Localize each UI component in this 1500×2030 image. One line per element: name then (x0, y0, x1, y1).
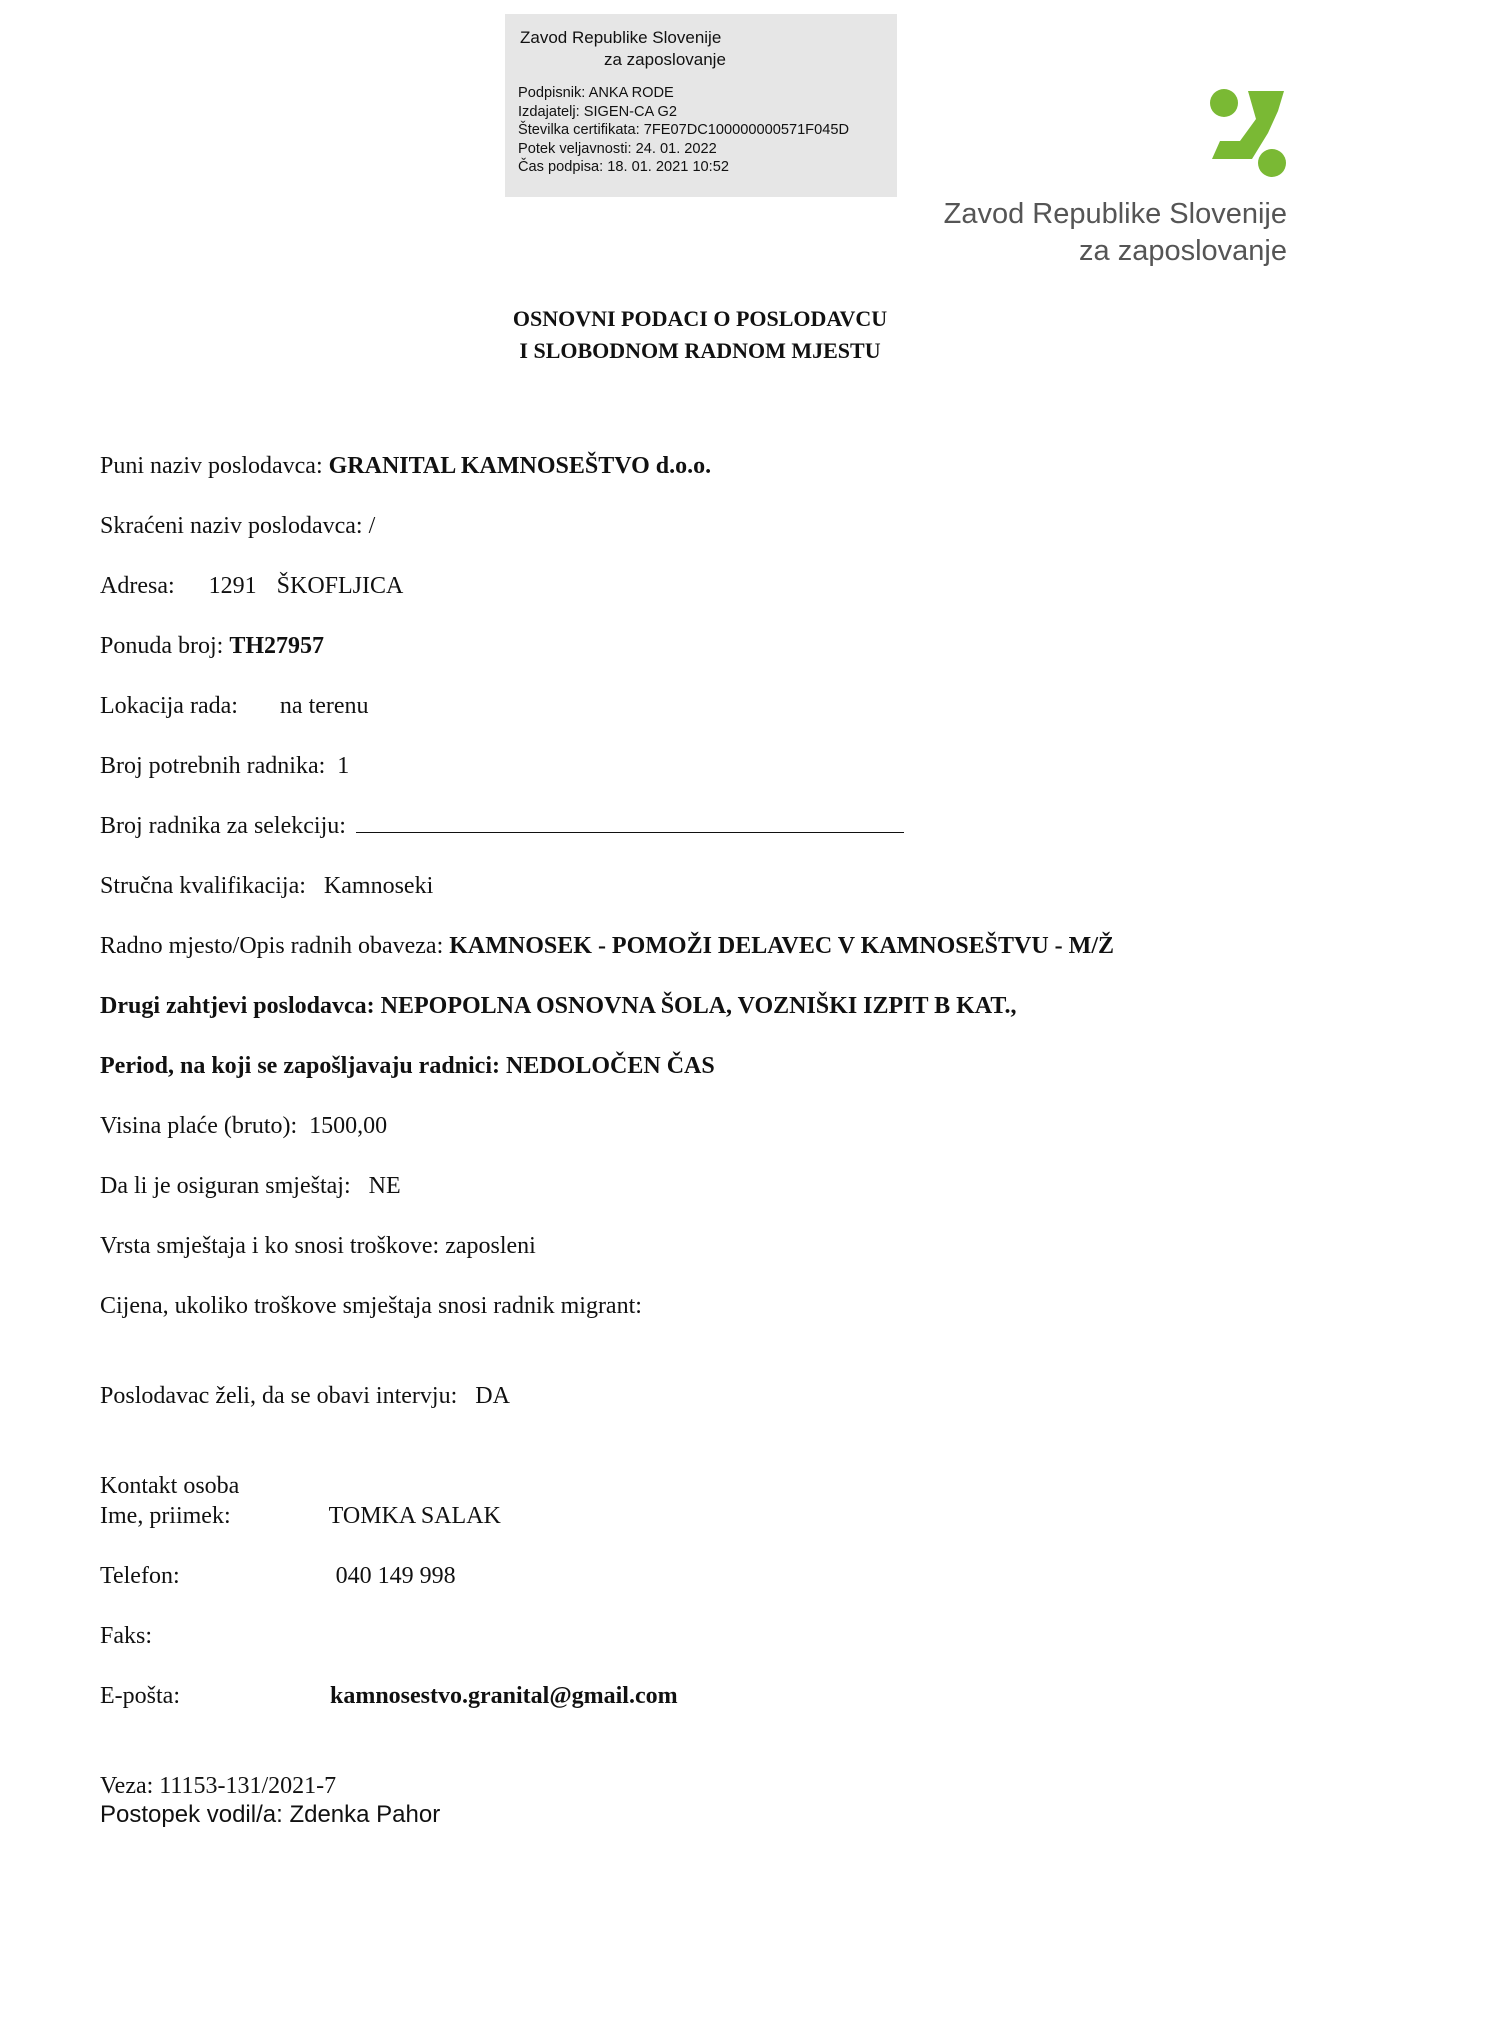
signature-details (518, 84, 849, 177)
title-line1: OSNOVNI PODACI O POSLODAVCU (512, 306, 888, 331)
accommodation-label: Da li je osiguran smještaj: (100, 1173, 351, 1199)
address-city: ŠKOFLJICA (276, 573, 404, 599)
price-label: Cijena, ukoliko troškove smještaja snosi radnik migrant: (100, 1293, 642, 1319)
signature-signer: Podpisnik: ANKA RODE (518, 85, 674, 101)
accommodation-price-row (100, 1293, 642, 1320)
signature-org-line1: Zavod Republike Slovenije (520, 28, 722, 47)
employer-short-value: / (368, 513, 376, 539)
interview-label: Poslodavac želi, da se obavi intervju: (100, 1383, 458, 1409)
contact-name-row (100, 1503, 501, 1530)
logo-line2: za zaposlovanje (1079, 235, 1287, 267)
zrss-logo-icon (1210, 89, 1286, 179)
signature-time: Čas podpisa: 18. 01. 2021 10:52 (518, 159, 729, 175)
salary-value: 1500,00 (309, 1113, 388, 1139)
employer-full-value: GRANITAL KAMNOSEŠTVO d.o.o. (328, 453, 712, 479)
position-label: Radno mjesto/Opis radnih obaveza: (100, 933, 444, 959)
address-row (100, 573, 403, 600)
salary-row (100, 1113, 387, 1140)
signature-expiry: Potek veljavnosti: 24. 01. 2022 (518, 140, 717, 157)
qualification-label: Stručna kvalifikacija: (100, 873, 306, 899)
contact-fax-row (100, 1623, 152, 1650)
selection-label: Broj radnika za selekciju: (100, 813, 346, 839)
workers-needed-label: Broj potrebnih radnika: (100, 753, 326, 779)
contact-phone-label: Telefon: (100, 1563, 180, 1589)
contact-phone-row (100, 1563, 456, 1590)
accommodation-type-value: zaposleni (445, 1233, 536, 1259)
contact-phone-value: 040 149 998 (335, 1563, 456, 1589)
position-row (100, 933, 1114, 960)
period-label: Period, na koji se zapošljavaju radnici: (100, 1053, 500, 1079)
document-title (300, 303, 1100, 367)
workers-needed-row (100, 753, 349, 780)
accommodation-type-label: Vrsta smještaja i ko snosi troškove: (100, 1233, 440, 1259)
selection-workers-row (100, 813, 904, 840)
contact-name-label: Ime, priimek: (100, 1503, 231, 1529)
address-postcode: 1291 (208, 573, 257, 599)
employment-period-row (100, 1053, 715, 1080)
employer-short-label: Skraćeni naziv poslodavca: (100, 513, 363, 539)
salary-label: Visina plaće (bruto): (100, 1113, 298, 1139)
signature-issuer: Izdajatelj: SIGEN-CA G2 (518, 103, 677, 120)
requirements-value: NEPOPOLNA OSNOVNA ŠOLA, VOZNIŠKI IZPIT B KAT., (380, 993, 1017, 1019)
interview-row (100, 1383, 510, 1410)
workers-needed-value: 1 (337, 753, 350, 779)
contact-email-label: E-pošta: (100, 1683, 180, 1709)
logo-wordmark (944, 196, 1287, 270)
digital-signature-box (505, 14, 897, 197)
offer-value: TH27957 (229, 633, 325, 659)
logo-line1: Zavod Republike Slovenije (943, 198, 1287, 230)
qualification-row (100, 873, 433, 900)
contact-fax-label: Faks: (100, 1623, 153, 1649)
selection-blank-line (356, 814, 904, 833)
accommodation-type-row (100, 1233, 536, 1260)
employer-short-name-row (100, 513, 375, 540)
accommodation-row (100, 1173, 401, 1200)
contact-name-value: TOMKA SALAK (328, 1503, 501, 1529)
position-value: KAMNOSEK - POMOŽI DELAVEC V KAMNOSEŠTVU - M/Ž (449, 933, 1114, 959)
contact-email-value: kamnosestvo.granital@gmail.com (329, 1683, 678, 1709)
accommodation-value: NE (368, 1173, 401, 1199)
qualification-value: Kamnoseki (323, 873, 434, 899)
offer-label: Ponuda broj: (100, 633, 224, 659)
reference-number: Veza: 11153-131/2021-7 (100, 1773, 337, 1799)
signature-certificate: Številka certifikata: 7FE07DC100000000571F045D (518, 122, 849, 138)
signature-org-line2: za zaposlovanje (604, 50, 726, 69)
offer-number-row (100, 633, 324, 660)
requirements-row (100, 993, 1017, 1020)
requirements-label: Drugi zahtjevi poslodavca: (100, 993, 375, 1019)
handled-by: Postopek vodil/a: Zdenka Pahor (100, 1801, 441, 1828)
period-value: NEDOLOČEN ČAS (506, 1053, 715, 1079)
contact-email-row (100, 1683, 678, 1710)
contact-heading: Kontakt osoba (100, 1473, 240, 1499)
address-label: Adresa: (100, 573, 175, 599)
employer-full-label: Puni naziv poslodavca: (100, 453, 323, 479)
interview-value: DA (475, 1383, 510, 1409)
work-location-row (100, 693, 369, 720)
title-line2: I SLOBODNOM RADNOM MJESTU (519, 338, 881, 363)
location-label: Lokacija rada: (100, 693, 238, 719)
employer-full-name-row (100, 453, 711, 480)
location-value: na terenu (279, 693, 369, 719)
